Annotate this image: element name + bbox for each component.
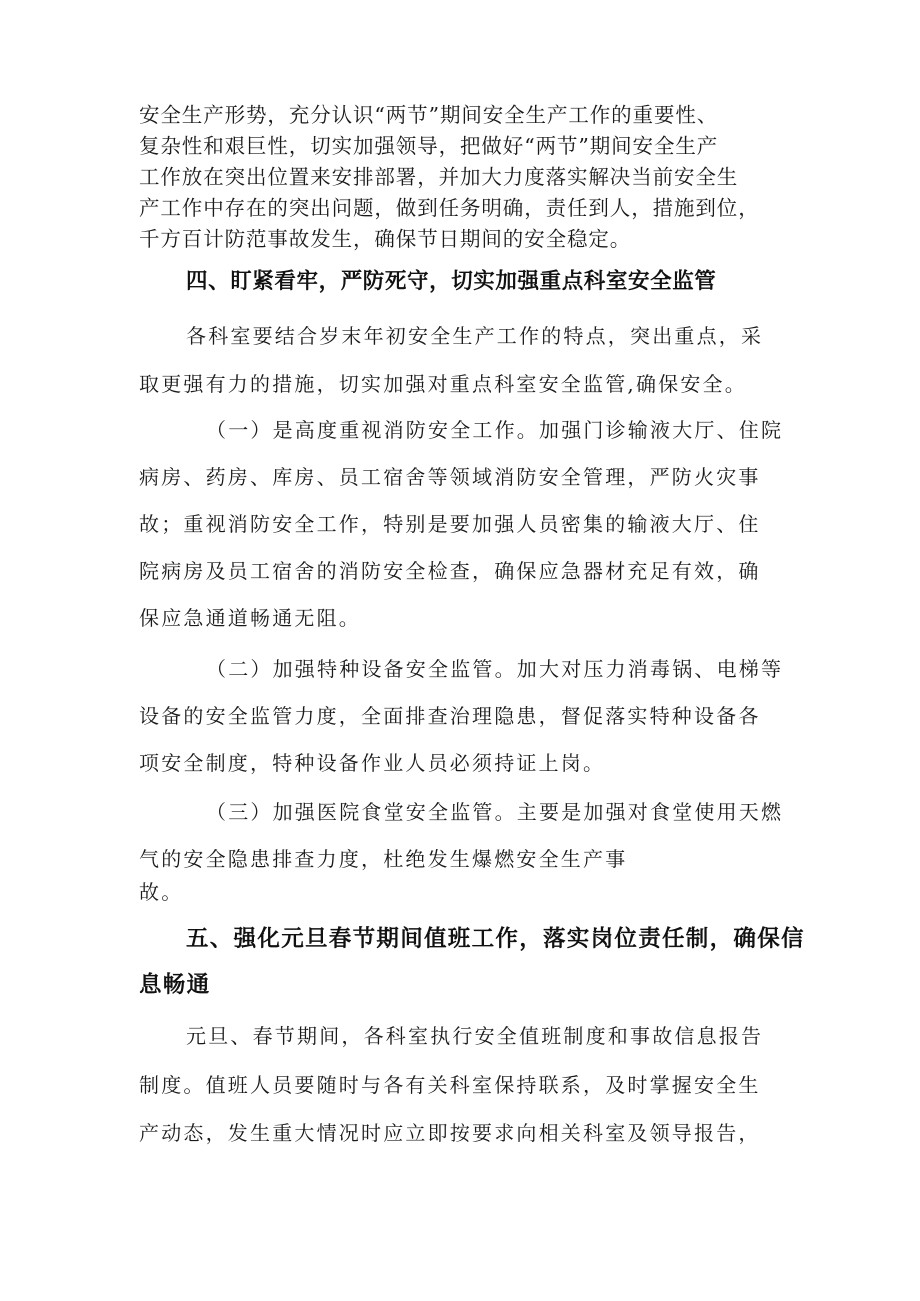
body-line: 产动态，发生重大情况时应立即按要求向相关科室及领导报告， [139,1121,761,1145]
item-line: （一）是高度重视消防安全工作。加强门诊输液大厅、住院 [206,418,784,442]
item-line: （三）加强医院食堂安全监管。主要是加强对食堂使用天燃 [206,800,784,824]
item-line: 院病房及员工宿舍的消防安全检查，确保应急器材充足有效，确 [139,559,761,583]
intro-line: 各科室要结合岁末年初安全生产工作的特点，突出重点，采 [186,324,764,348]
paragraph-line: 千方百计防范事故发生，确保节日期间的安全稳定。 [139,227,632,251]
paragraph-line: 工作放在突出位置来安排部署，并加大力度落实解决当前安全生 [139,165,739,189]
paragraph-line: 产工作中存在的突出问题，做到任务明确，责任到人，措施到位， [139,196,760,220]
item-line: 故；重视消防安全工作，特别是要加强人员密集的输液大厅、住 [139,512,761,536]
item-line: 病房、药房、库房、员工宿舍等领域消防安全管理，严防火灾事 [139,465,761,489]
section-five-heading: 五、强化元旦春节期间值班工作，落实岗位责任制，确保信 [186,926,805,952]
section-four-heading: 四、盯紧看牢，严防死守，切实加强重点科室安全监管 [186,269,717,294]
item-line: 故。 [139,880,184,904]
item-line: 气的安全隐患排查力度，杜绝发生爆燃安全生产事 [139,847,628,871]
body-line: 元旦、春节期间，各科室执行安全值班制度和事故信息报告 [186,1024,764,1048]
item-line: 设备的安全监管力度，全面排查治理隐患，督促落实特种设备各 [139,704,761,728]
paragraph-line: 复杂性和艰巨性，切实加强领导，把做好“两节”期间安全生产 [139,134,719,158]
section-five-heading-continued: 息畅通 [139,972,211,998]
item-line: 项安全制度，特种设备作业人员必须持证上岗。 [139,751,606,775]
intro-line: 取更强有力的措施，切实加强对重点科室安全监管,确保安全。 [139,372,747,396]
paragraph-line: 安全生产形势，充分认识“两节”期间安全生产工作的重要性、 [139,103,719,127]
item-line: （二）加强特种设备安全监管。加大对压力消毒锅、电梯等 [206,657,784,681]
item-line: 保应急通道畅通无阻。 [139,606,361,630]
body-line: 制度。值班人员要随时与各有关科室保持联系，及时掌握安全生 [139,1073,761,1097]
